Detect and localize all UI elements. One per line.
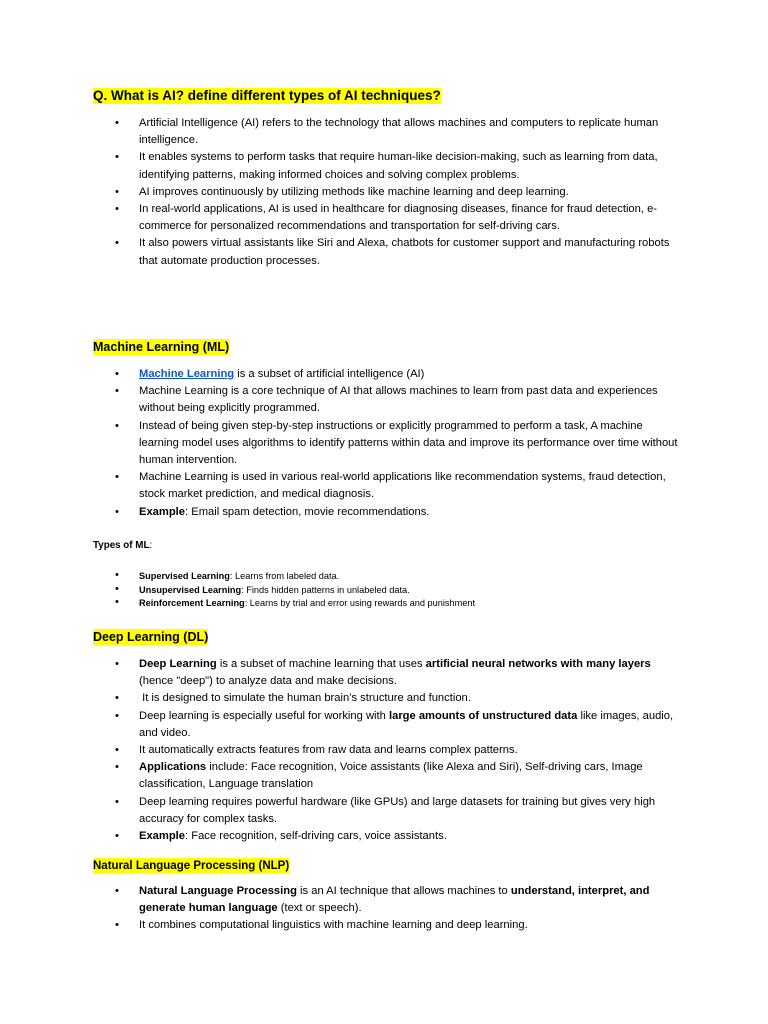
dl-bullet-list [0, 656, 768, 845]
list-item: • Reinforcement Learning: Learns by trial and error using rewards and punishment [0, 597, 684, 611]
list-item: • AI improves continuously by utilizing methods like machine learning and deep learning. [0, 184, 684, 201]
types-of-ml-label: Types of ML: [93, 540, 153, 551]
dl-heading: Deep Learning (DL) [93, 630, 209, 644]
list-item: • Instead of being given step-by-step instructions or explicitly programmed to perform a task, A machine learning model uses algorithms to identify patterns within data and improve its performance over time without human intervention. [0, 418, 684, 470]
ai-bullet-list [0, 115, 768, 270]
list-item: • Artificial Intelligence (AI) refers to the technology that allows machines and computers to replicate human intelligence. [0, 115, 684, 149]
list-item: • Applications include: Face recognition, Voice assistants (like Alexa and Siri), Self-driving cars, Image classification, Language translation [0, 759, 684, 793]
list-item: • It enables systems to perform tasks that require human-like decision-making, such as learning from data, identifying patterns, making informed choices and solving complex problems. [0, 149, 684, 183]
list-item: • It combines computational linguistics with machine learning and deep learning. [0, 917, 684, 934]
ml-heading: Machine Learning (ML) [93, 340, 230, 354]
list-item: • Deep learning is especially useful for working with large amounts of unstructured data like images, audio, and video. [0, 708, 684, 742]
list-item: • Supervised Learning: Learns from labeled data. [0, 570, 684, 584]
ml-bullet-list [0, 366, 768, 521]
list-item: • Example: Face recognition, self-driving cars, voice assistants. [0, 828, 684, 845]
list-item: • It is designed to simulate the human brain’s structure and function. [0, 690, 684, 707]
list-item: • Deep Learning is a subset of machine learning that uses artificial neural networks with many layers (hence "deep") to analyze data and make decisions. [0, 656, 684, 690]
list-item: • Machine Learning is a subset of artificial intelligence (AI) [0, 366, 684, 383]
nlp-bullet-list [0, 883, 768, 935]
list-item: • Natural Language Processing is an AI technique that allows machines to understand, interpret, and generate human language (text or speech). [0, 883, 684, 917]
list-item: • In real-world applications, AI is used in healthcare for diagnosing diseases, finance for fraud detection, e-commerce for personalized recommendations and transportation for self-driving cars. [0, 201, 684, 235]
list-item: • It also powers virtual assistants like Siri and Alexa, chatbots for customer support and manufacturing robots that automate production processes. [0, 235, 684, 269]
nlp-heading: Natural Language Processing (NLP) [93, 860, 290, 872]
list-item: • Deep learning requires powerful hardware (like GPUs) and large datasets for training but gives very high accuracy for complex tasks. [0, 794, 684, 828]
ml-types-list [0, 570, 768, 611]
list-item: • Machine Learning is used in various real-world applications like recommendation systems, fraud detection, stock market prediction, and medical diagnosis. [0, 469, 684, 503]
list-item: • Machine Learning is a core technique of AI that allows machines to learn from past data and experiences without being explicitly programmed. [0, 383, 684, 417]
list-item: • Unsupervised Learning: Finds hidden patterns in unlabeled data. [0, 584, 684, 598]
ai-heading: Q. What is AI? define different types of AI techniques? [93, 88, 441, 103]
list-item: • Example: Email spam detection, movie recommendations. [0, 504, 684, 521]
machine-learning-link[interactable]: Machine Learning [139, 368, 235, 380]
list-item: • It automatically extracts features from raw data and learns complex patterns. [0, 742, 684, 759]
